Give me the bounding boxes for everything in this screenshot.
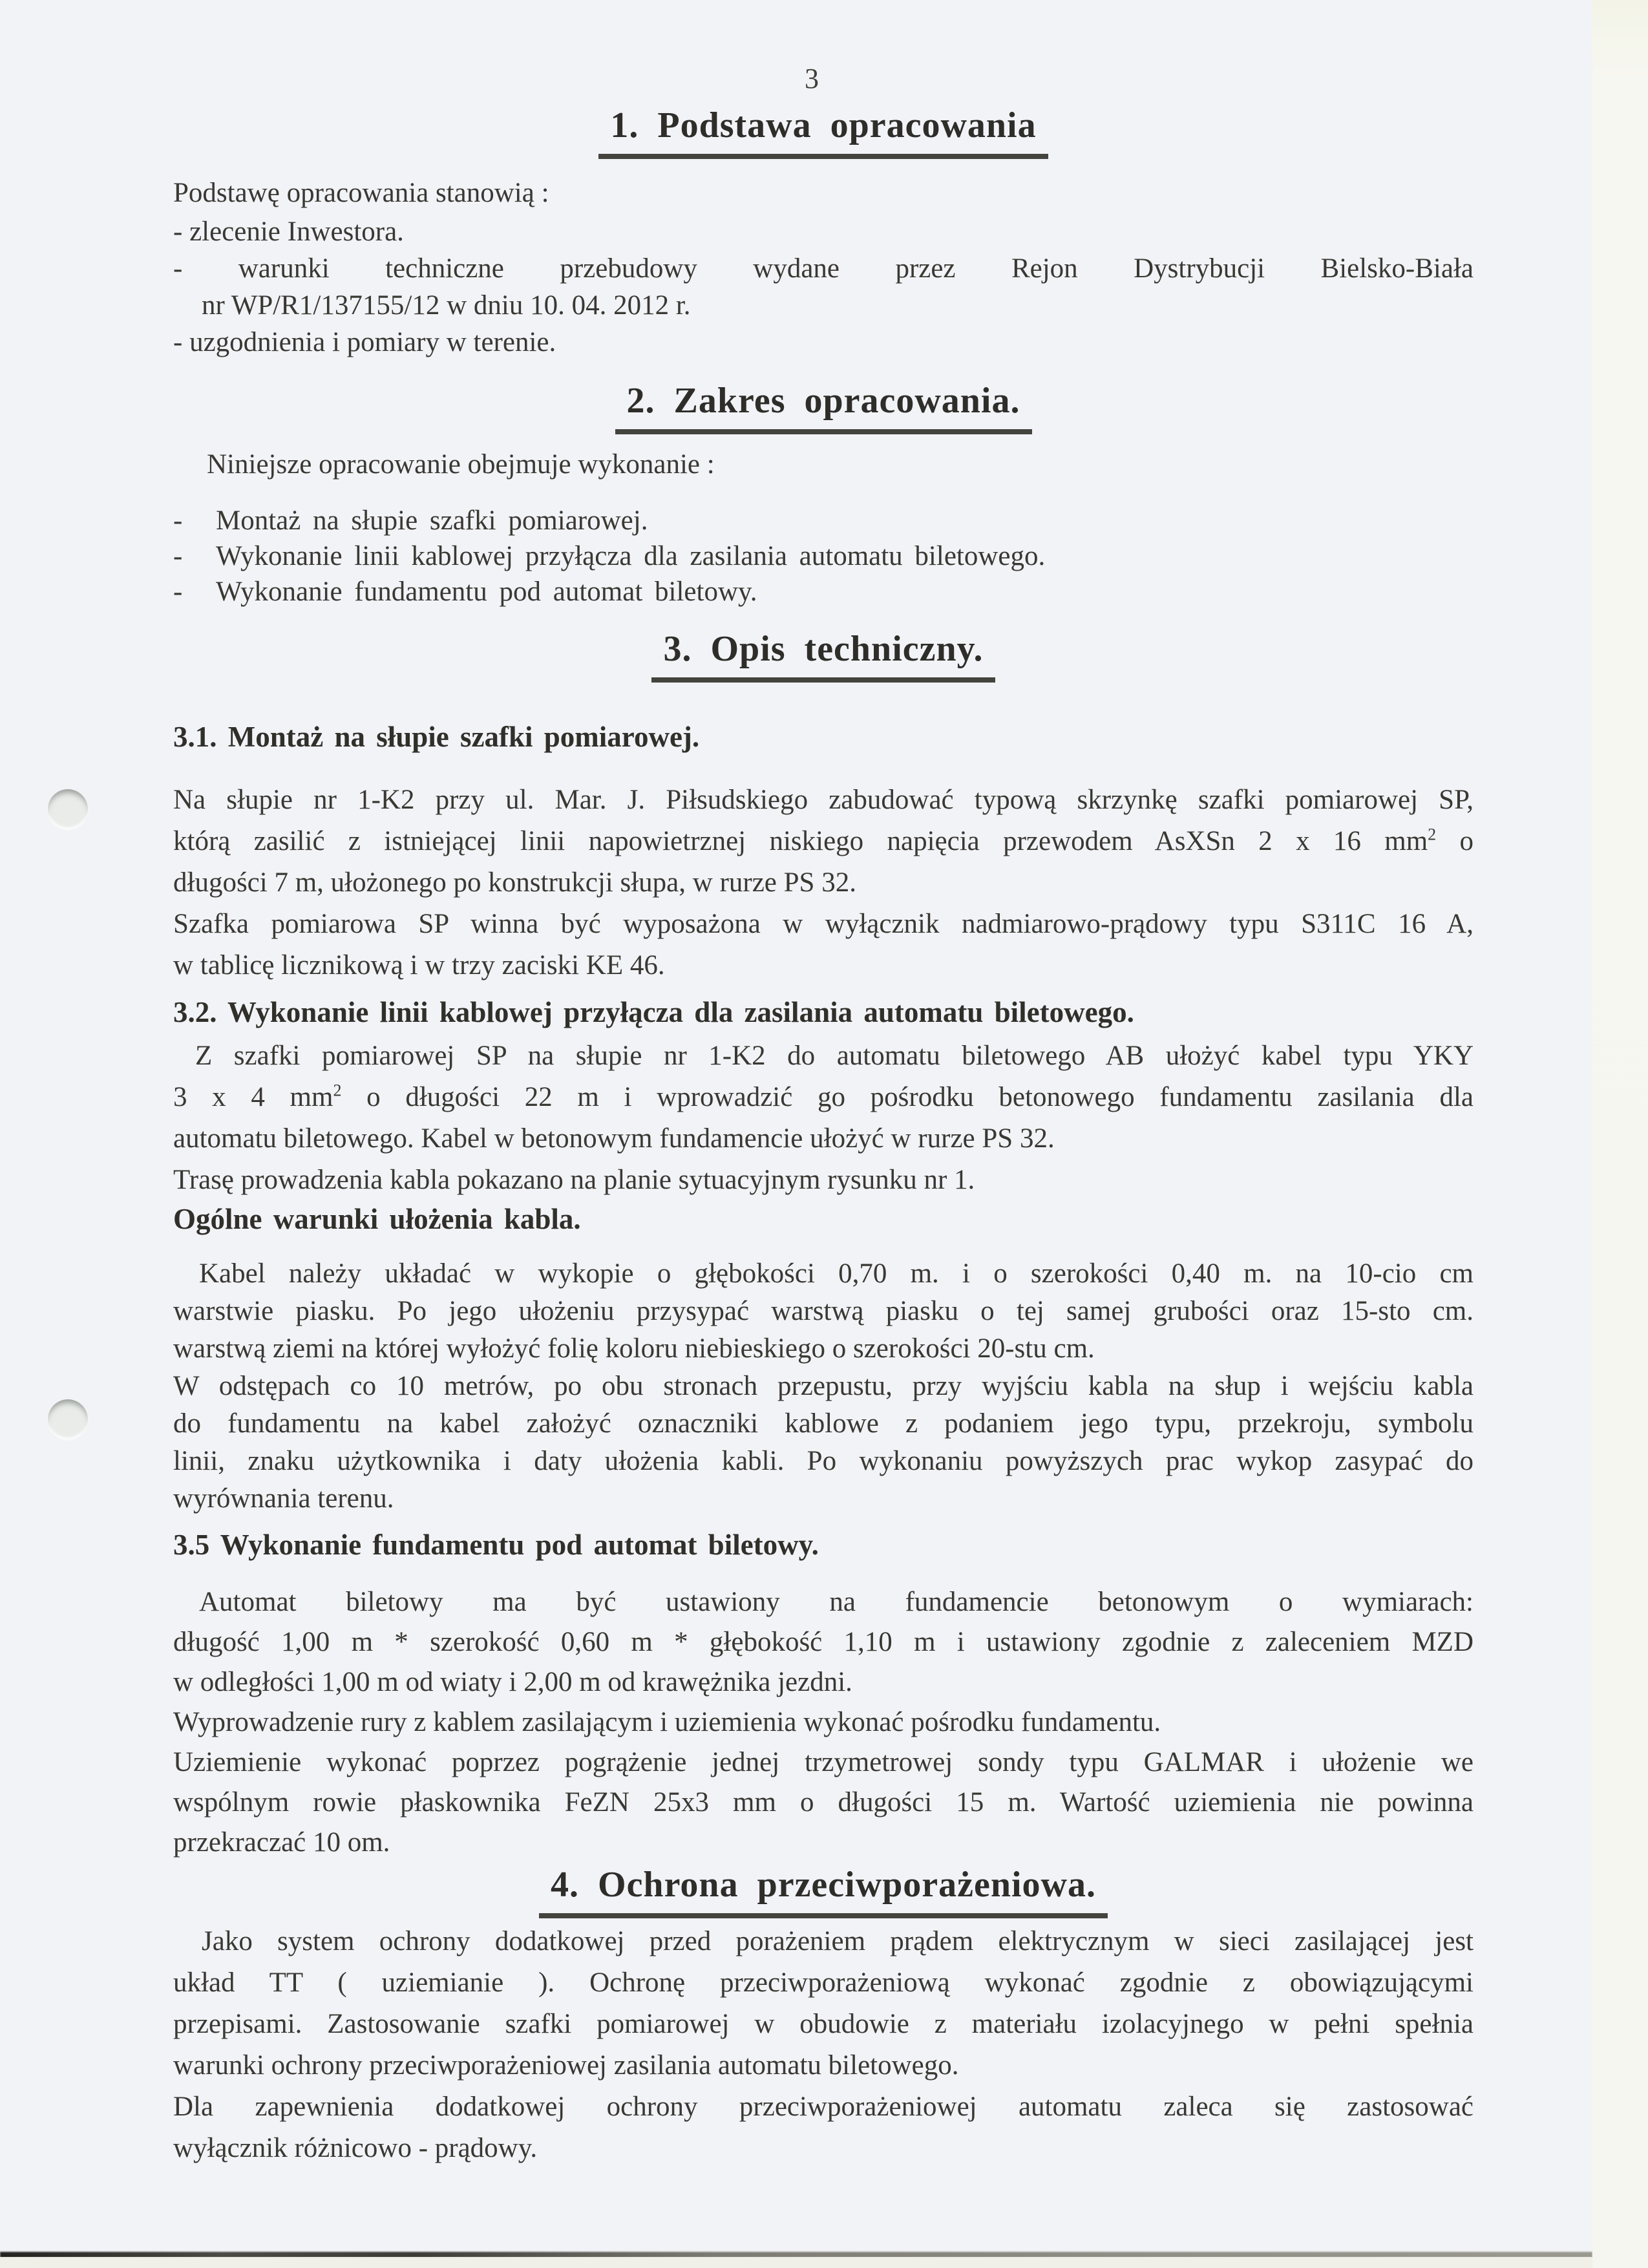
section-3-5-heading: 3.5 Wykonanie fundamentu pod automat biletowy. <box>173 1529 819 1561</box>
text-line: Uziemienie wykonać poprzez pogrążenie jednej trzymetrowej sondy typu GALMAR i ułożenie we <box>173 1747 1474 1777</box>
text-line: 3 x 4 $mm^2$ o długości 22 m i wprowadzić go pośrodku betonowego fundamentu zasilania dla <box>173 1081 1474 1112</box>
section-1-list <box>173 213 1474 361</box>
text-line: w tablicę licznikową i w trzy zaciski KE 46. <box>173 950 665 980</box>
bullet-dash: - <box>173 577 183 607</box>
text-line: długości 7 m, ułożonego po konstrukcji słupa, w rurze PS 32. <box>173 867 856 898</box>
superscript: 2 <box>1428 825 1437 844</box>
list-item-continuation: nr WP/R1/137155/12 w dniu 10. 04. 2012 r. <box>202 290 691 321</box>
text-line: Szafka pomiarowa SP winna być wyposażona w wyłącznik nadmiarowo-prądowy typu S311C 16 A, <box>173 909 1474 939</box>
text-line: warstwą ziemi na której wyłożyć folię koloru niebieskiego o szerokości 20-stu cm. <box>173 1333 1095 1364</box>
punch-hole <box>48 789 88 829</box>
section-1-heading-row <box>173 105 1648 159</box>
section-4-body <box>173 1921 1474 2169</box>
text-line: Jako system ochrony dodatkowej przed porażeniem prądem elektrycznym w sieci zasilającej jest <box>202 1926 1474 1956</box>
text-line: przekraczać 10 om. <box>173 1827 390 1858</box>
cable-conditions-heading: Ogólne warunki ułożenia kabla. <box>173 1203 581 1235</box>
section-4-heading: 4. Ochrona przeciwporażeniowa. <box>539 1864 1108 1918</box>
section-4-heading-row <box>173 1864 1648 1918</box>
section-3-1-body <box>173 779 1474 986</box>
text-line: warunki ochrony przeciwporażeniowej zasilania automatu biletowego. <box>173 2050 959 2081</box>
section-3-5-body <box>173 1582 1474 1863</box>
section-3-heading-row <box>173 628 1648 683</box>
section-3-2-heading: 3.2. Wykonanie linii kablowej przyłącza dla zasilania automatu biletowego. <box>173 996 1134 1028</box>
text-line: Trasę prowadzenia kabla pokazano na planie sytuacyjnym rysunku nr 1. <box>173 1165 975 1195</box>
list-item: - zlecenie Inwestora. <box>173 217 404 247</box>
text-line: Wyprowadzenie rury z kablem zasilającym i uziemienia wykonać pośrodku fundamentu. <box>173 1707 1161 1737</box>
text-line: W odstępach co 10 metrów, po obu stronach przepustu, przy wyjściu kabla na słup i wejściu kabla <box>173 1371 1474 1401</box>
section-1-heading: 1. Podstawa opracowania <box>598 105 1048 159</box>
scanner-background-bottom <box>0 2257 1592 2268</box>
section-3-heading: 3. Opis techniczny. <box>651 628 995 683</box>
text-line: wspólnym rowie płaskownika FeZN 25x3 mm o długości 15 m. Wartość uziemienia nie powinna <box>173 1787 1474 1818</box>
list-item: - Wykonanie linii kablowej przyłącza dla zasilania automatu biletowego. <box>173 538 1474 574</box>
list-item: - warunki techniczne przebudowy wydane przez Rejon Dystrybucji Bielsko-Biała <box>173 253 1474 284</box>
cable-conditions-body <box>173 1255 1474 1518</box>
section-3-2-body <box>173 1035 1474 1201</box>
section-2-heading: 2. Zakres opracowania. <box>615 380 1032 434</box>
page-number: 3 <box>805 63 819 94</box>
text-line: układ TT ( uziemianie ). Ochronę przeciwporażeniową wykonać zgodnie z obowiązującymi <box>173 1967 1474 1998</box>
text-line: Z szafki pomiarowej SP na słupie nr 1-K2 do automatu biletowego AB ułożyć kabel typu YKY <box>195 1041 1474 1071</box>
text-line: wyrównania terenu. <box>173 1483 394 1514</box>
list-item: - Montaż na słupie szafki pomiarowej. <box>173 503 1474 538</box>
text-line: przepisami. Zastosowanie szafki pomiarowej w obudowie z materiału izolacyjnego w pełni spełnia <box>173 2009 1474 2039</box>
text-line: długość 1,00 m * szerokość 0,60 m * głębokość 1,10 m i ustawiony zgodnie z zaleceniem MZD <box>173 1627 1474 1657</box>
list-item: - Wykonanie fundamentu pod automat biletowy. <box>173 574 1474 609</box>
text-line: Na słupie nr 1-K2 przy ul. Mar. J. Piłsudskiego zabudować typową skrzynkę szafki pomiarowej SP, <box>173 785 1474 815</box>
text-line: Dla zapewnienia dodatkowej ochrony przeciwporażeniowej automatu zaleca się zastosować <box>173 2092 1474 2122</box>
punch-hole <box>48 1399 88 1439</box>
text-line: wyłącznik różnicowo - prądowy. <box>173 2133 538 2163</box>
text-line: linii, znaku użytkownika i daty ułożenia kabli. Po wykonaniu powyższych prac wykop zasypać do <box>173 1446 1474 1476</box>
scanner-background-right <box>1592 0 1648 2268</box>
section-3-1-heading: 3.1. Montaż na słupie szafki pomiarowej. <box>173 721 700 753</box>
text-line: Kabel należy układać w wykopie o głębokości 0,70 m. i o szerokości 0,40 m. na 10-cio cm <box>199 1258 1474 1289</box>
text-line: w odległości 1,00 m od wiaty i 2,00 m od krawężnika jezdni. <box>173 1667 852 1697</box>
section-2-intro: Niniejsze opracowanie obejmuje wykonanie : <box>207 449 715 480</box>
text-line: warstwie piasku. Po jego ułożeniu przysypać warstwą piasku o tej samej grubości oraz 15-sto cm. <box>173 1296 1474 1326</box>
bullet-dash: - <box>173 541 183 571</box>
text-line: którą zasilić z istniejącej linii napowietrznej niskiego napięcia przewodem AsXSn 2 x 16 $mm^2$ o <box>173 825 1474 856</box>
bullet-dash: - <box>173 505 183 536</box>
section-2-list <box>173 503 1474 609</box>
section-2-heading-row <box>173 380 1648 434</box>
list-item: - uzgodnienia i pomiary w terenie. <box>173 327 556 357</box>
section-1-intro: Podstawę opracowania stanowią : <box>173 178 549 208</box>
superscript: 2 <box>333 1081 342 1100</box>
text-line: Automat biletowy ma być ustawiony na fundamencie betonowym o wymiarach: <box>199 1587 1474 1617</box>
text-line: automatu biletowego. Kabel w betonowym fundamencie ułożyć w rurze PS 32. <box>173 1123 1055 1154</box>
text-line: do fundamentu na kabel założyć oznaczniki kablowe z podaniem jego typu, przekroju, symbolu <box>173 1408 1474 1439</box>
